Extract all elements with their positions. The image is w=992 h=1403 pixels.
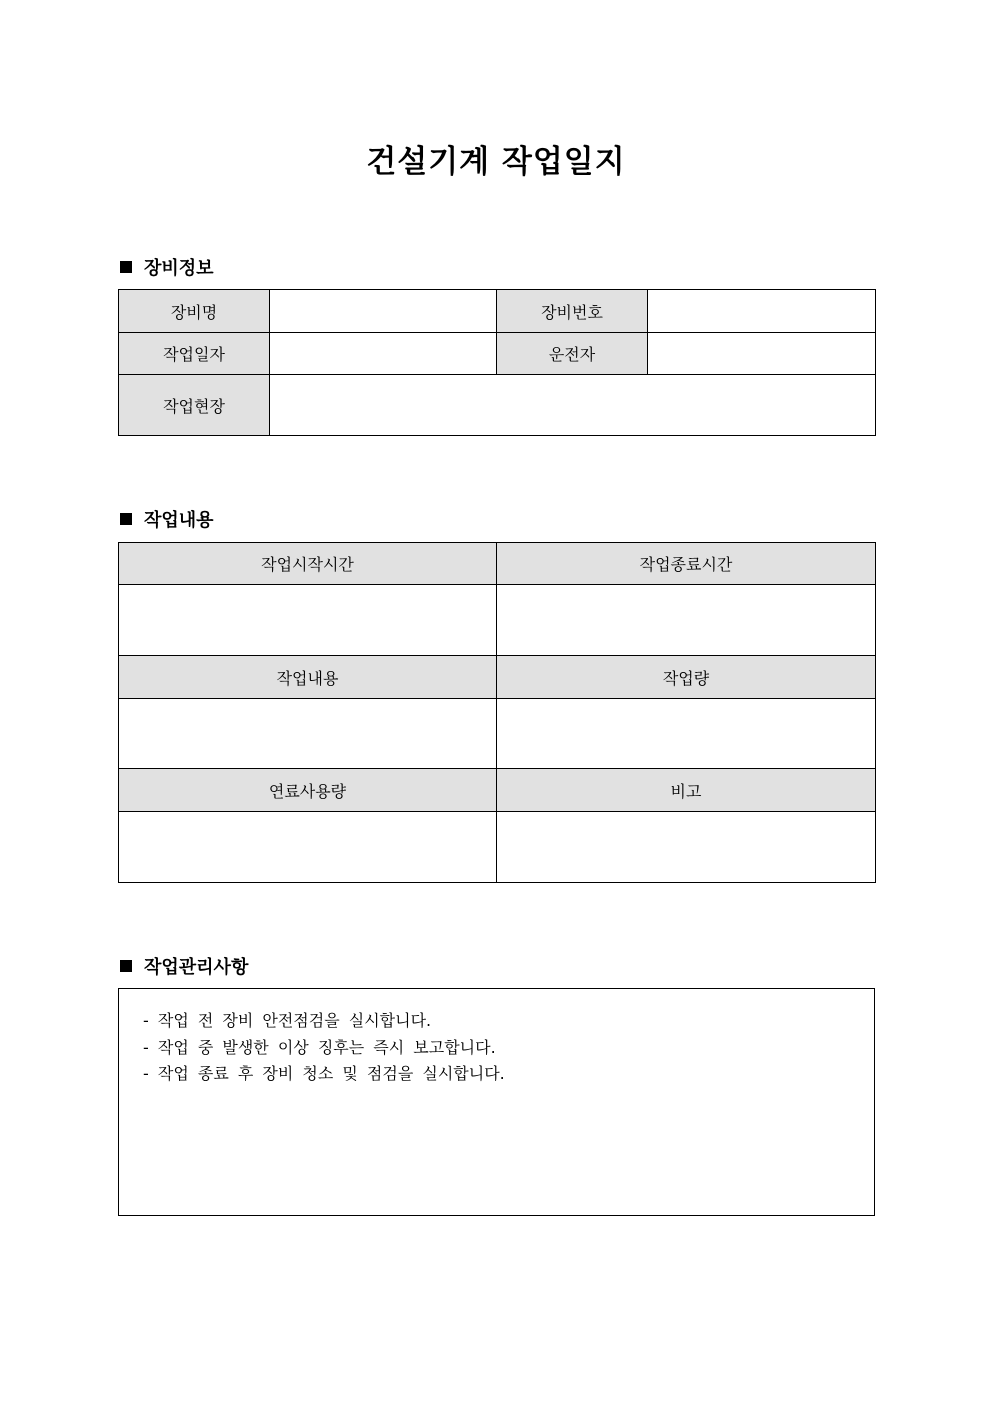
remarks-label: 비고 [497, 769, 876, 812]
start-time-label: 작업시작시간 [119, 543, 497, 585]
work-date-field[interactable] [270, 333, 497, 375]
list-item: - 작업 중 발생한 이상 징후는 즉시 보고합니다. [143, 1037, 496, 1057]
table-row [119, 585, 876, 656]
work-date-label: 작업일자 [119, 333, 270, 375]
work-section-title: 작업내용 [144, 510, 214, 531]
end-time-label: 작업종료시간 [497, 543, 876, 585]
square-bullet-icon [120, 261, 132, 273]
table-row [119, 656, 876, 699]
table-row [119, 699, 876, 769]
table-row [119, 812, 876, 883]
work-content-label: 작업내용 [119, 656, 497, 699]
square-bullet-icon [120, 513, 132, 525]
table-row [119, 333, 876, 375]
square-bullet-icon [120, 960, 132, 972]
operator-field[interactable] [648, 333, 876, 375]
table-row [119, 375, 876, 436]
work-section-heading [120, 506, 214, 532]
equipment-section-heading [120, 254, 214, 280]
work-content-table [118, 542, 876, 883]
work-content-field[interactable] [119, 699, 497, 769]
management-notes-box [118, 988, 875, 1216]
operator-label: 운전자 [497, 333, 648, 375]
work-amount-field[interactable] [497, 699, 876, 769]
work-site-field[interactable] [270, 375, 876, 436]
start-time-field[interactable] [119, 585, 497, 656]
fuel-usage-label: 연료사용량 [119, 769, 497, 812]
management-section-title: 작업관리사항 [144, 957, 249, 978]
table-row [119, 543, 876, 585]
management-notes-list [119, 989, 874, 1088]
fuel-usage-field[interactable] [119, 812, 497, 883]
list-item: - 작업 전 장비 안전점검을 실시합니다. [143, 1011, 432, 1030]
equipment-section-title: 장비정보 [144, 258, 214, 279]
equipment-number-label: 장비번호 [497, 290, 648, 333]
equipment-number-field[interactable] [648, 290, 876, 333]
management-section-heading [120, 953, 248, 979]
table-row [119, 290, 876, 333]
document-title: 건설기계 작업일지 [366, 144, 626, 180]
work-site-label: 작업현장 [119, 375, 270, 436]
table-row [119, 769, 876, 812]
equipment-name-field[interactable] [270, 290, 497, 333]
equipment-info-table [118, 289, 876, 436]
end-time-field[interactable] [497, 585, 876, 656]
list-item: - 작업 종료 후 장비 청소 및 점검을 실시합니다. [143, 1064, 505, 1083]
work-amount-label: 작업량 [497, 656, 876, 699]
remarks-field[interactable] [497, 812, 876, 883]
equipment-name-label: 장비명 [119, 290, 270, 333]
